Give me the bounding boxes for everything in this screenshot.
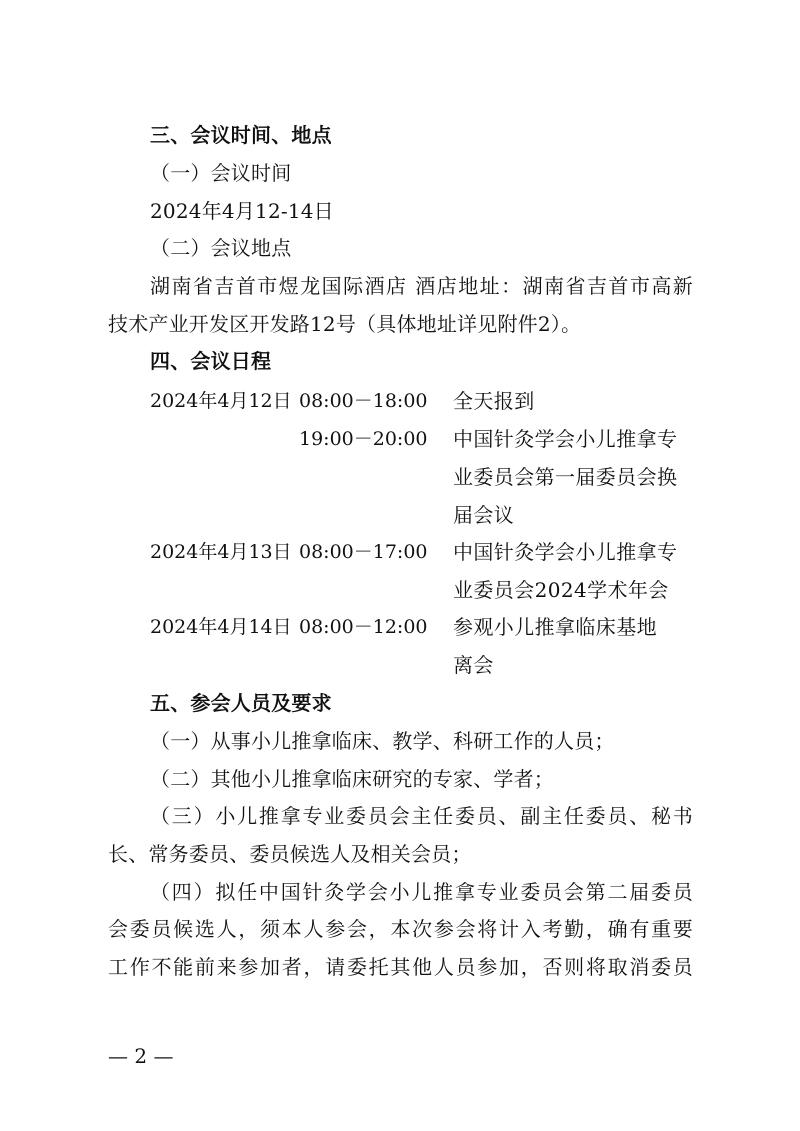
section-heading-meeting-schedule: 四、会议日程 xyxy=(150,349,272,373)
schedule-event-line: 离会 xyxy=(453,653,494,677)
schedule-time: 08:00－17:00 xyxy=(299,541,428,563)
meeting-location-line-2: 技术产业开发区开发路12号（具体地址详见附件2）。 xyxy=(108,312,582,336)
schedule-event-line: 届会议 xyxy=(453,503,515,527)
schedule-event xyxy=(453,608,698,684)
requirement-item-4-line-2: 会委员候选人，须本人参会，本次参会将计入考勤，确有重要 xyxy=(108,917,693,941)
meeting-time-subtitle: （一）会议时间 xyxy=(150,161,292,185)
section-heading-meeting-time-location: 三、会议时间、地点 xyxy=(150,123,332,147)
requirement-item-1: （一）从事小儿推拿临床、教学、科研工作的人员； xyxy=(150,729,615,753)
requirement-item-4-line-1: （四）拟任中国针灸学会小儿推拿专业委员会第二届委员 xyxy=(150,880,693,904)
schedule-date: 2024年4月13日 xyxy=(150,541,292,563)
schedule-event xyxy=(453,382,698,420)
schedule-date: 2024年4月14日 xyxy=(150,616,292,638)
schedule-event xyxy=(453,420,698,534)
schedule-event-line: 中国针灸学会小儿推拿专 xyxy=(453,427,678,451)
schedule-time: 08:00－12:00 xyxy=(299,616,428,638)
schedule-time: 19:00－20:00 xyxy=(299,428,428,450)
requirement-item-3-line-1: （三）小儿推拿专业委员会主任委员、副主任委员、秘书 xyxy=(150,804,693,828)
schedule-event-line: 中国针灸学会小儿推拿专 xyxy=(453,540,678,564)
schedule-event-line: 参观小儿推拿临床基地 xyxy=(453,615,657,639)
meeting-location-subtitle: （二）会议地点 xyxy=(150,236,292,260)
schedule-event-line: 业委员会2024学术年会 xyxy=(453,578,669,602)
schedule-event-line: 业委员会第一届委员会换 xyxy=(453,465,678,489)
schedule-date: 2024年4月12日 xyxy=(150,390,292,412)
schedule-time: 08:00－18:00 xyxy=(299,390,428,412)
page-number: — 2 — xyxy=(108,1044,174,1068)
requirement-item-2: （二）其他小儿推拿临床研究的专家、学者； xyxy=(150,767,554,791)
schedule-event xyxy=(453,533,698,609)
meeting-date-text: 2024年4月12-14日 xyxy=(150,199,334,223)
section-heading-attendees-requirements: 五、参会人员及要求 xyxy=(150,691,332,715)
requirement-item-4-line-3: 工作不能前来参加者，请委托其他人员参加，否则将取消委员 xyxy=(108,955,693,979)
meeting-location-line-1: 湖南省吉首市煜龙国际酒店 酒店地址：湖南省吉首市高新 xyxy=(150,274,693,298)
schedule-event-line: 全天报到 xyxy=(453,389,535,413)
requirement-item-3-line-2: 长、常务委员、委员候选人及相关会员； xyxy=(108,842,472,866)
